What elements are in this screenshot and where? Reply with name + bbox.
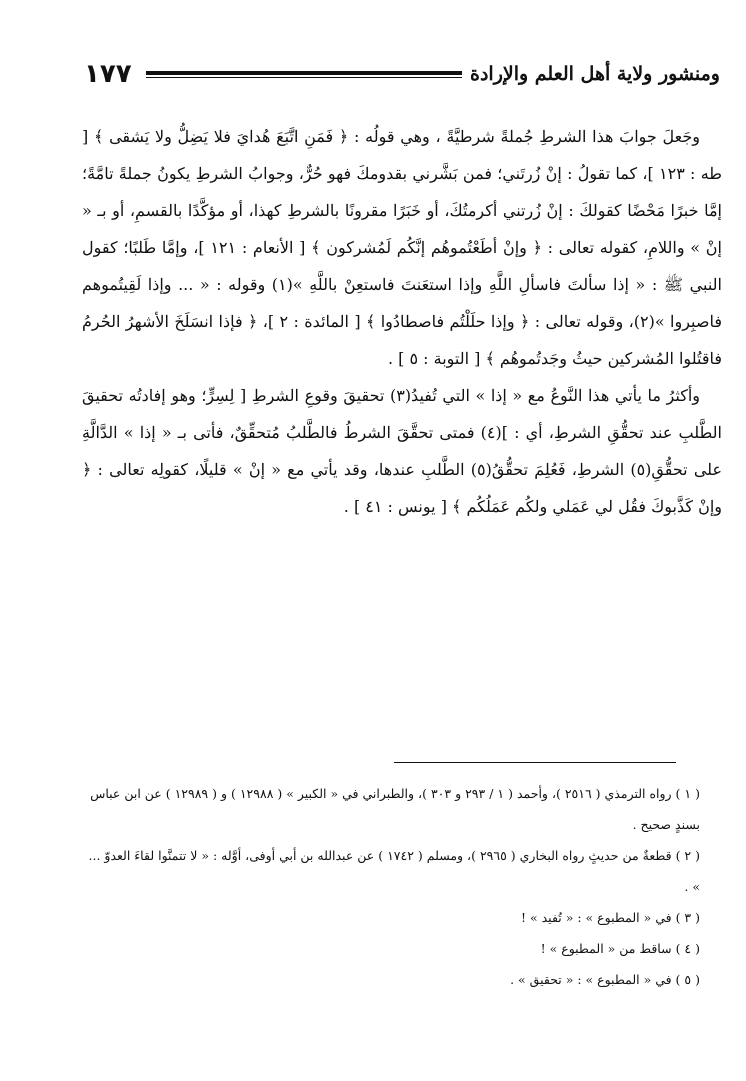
- page-number: ١٧٧: [84, 59, 132, 89]
- running-title: ومنشور ولاية أهل العلم والإرادة: [470, 63, 720, 85]
- header-rule-thin: [146, 77, 462, 78]
- main-text: [82, 118, 722, 525]
- body-paragraph: وأكثرُ ما يأتي هذا النَّوعُ مع « إذا » التي تُفيدُ(٣) تحقيقَ وقوعِ الشرطِ [ لِسِرٍّ؛ وهو إفادتُه تحقيقَ الطَّلبِ عند تحقُّقِ الشرطِ، أي : ](٤) فمتى تحقَّقَ الشرطُ فالطَّلبُ مُتحقِّقٌ، فأتى بـ « إذا » الدَّالَّةِ على تحقُّقِ(٥) الشرطِ، فَعُلِمَ تحقُّقُ(٥) الطَّلبِ عندها، وقد يأتي مع « إنْ » قليلًا، كقولِه تعالى : ﴿ وإنْ كَذَّبوكَ فقُل لي عَمَلي ولكُم عَمَلُكُم ﴾ [ يونس : ٤١ ] .: [82, 386, 722, 516]
- footnote-separator: [394, 762, 676, 763]
- footnote-4: ( ٤ ) ساقط من « المطبوع » !: [540, 941, 700, 956]
- footnote-2: ( ٢ ) قطعةٌ من حديثٍ رواه البخاري ( ٢٩٦٥ )، ومسلم ( ١٧٤٢ ) عن عبدالله بن أبي أوفى، أوَّله : « لا تتمنَّوا لقاءَ العدوّ ... » .: [88, 848, 700, 894]
- header-rule-thick: [146, 71, 462, 75]
- footnote-3: ( ٣ ) في « المطبوع » : « تُفيد » !: [521, 910, 700, 925]
- footnotes: [82, 778, 722, 995]
- page-header: [84, 56, 720, 92]
- footnote-5: ( ٥ ) في « المطبوع » : « تحقيق » .: [510, 972, 700, 987]
- header-rule: [146, 71, 462, 78]
- footnote-1: ( ١ ) رواه الترمذي ( ٢٥١٦ )، وأحمد ( ١ / ٢٩٣ و ٣٠٣ )، والطبراني في « الكبير » ( ١٢٩٨٨ ) و ( ١٢٩٨٩ ) عن ابن عباس بسندٍ صحيح .: [90, 786, 700, 832]
- body-paragraph: وجَعلَ جوابَ هذا الشرطِ جُملةً شرطيَّةً ، وهي قولُه : ﴿ فَمَنِ اتَّبَعَ هُدايَ فلا يَضِلُّ ولا يَشقى ﴾ [ طه : ١٢٣ ]، كما تقولُ : إنْ زُرتَني؛ فمن بَشَّرني بقدومكَ فهو حُرٌّ، وجوابُ الشرطِ يكونُ جملةً تامَّةً؛ إمَّا خبرًا مَحْضًا كقولكَ : إنْ زُرتني أكرمتُكَ، أو خَبَرًا مقرونًا بالشرطِ كهذا، أو مؤكَّدًا بالقسمِ، أو بـ « إنْ » واللامِ، كقوله تعالى : ﴿ وإنْ أطَعْتُموهُم إنَّكُم لَمُشركون ﴾ [ الأنعام : ١٢١ ]، وإمَّا طَلبًا؛ كقول النبي ﷺ : « إذا سألتَ فاسألِ اللَّهِ وإذا استعَنتَ فاستعِنْ باللَّهِ »(١) وقوله : « ... وإذا لَقِيتُموهم فاصبِروا »(٢)، وقوله تعالى : ﴿ وإذا حلَلْتُم فاصطادُوا ﴾ [ المائدة : ٢ ]، ﴿ فإذا انسَلَخَ الأشهرُ الحُرمُ فاقتُلوا المُشركين حيثُ وجَدتُموهُم ﴾ [ التوبة : ٥ ] .: [82, 127, 723, 368]
